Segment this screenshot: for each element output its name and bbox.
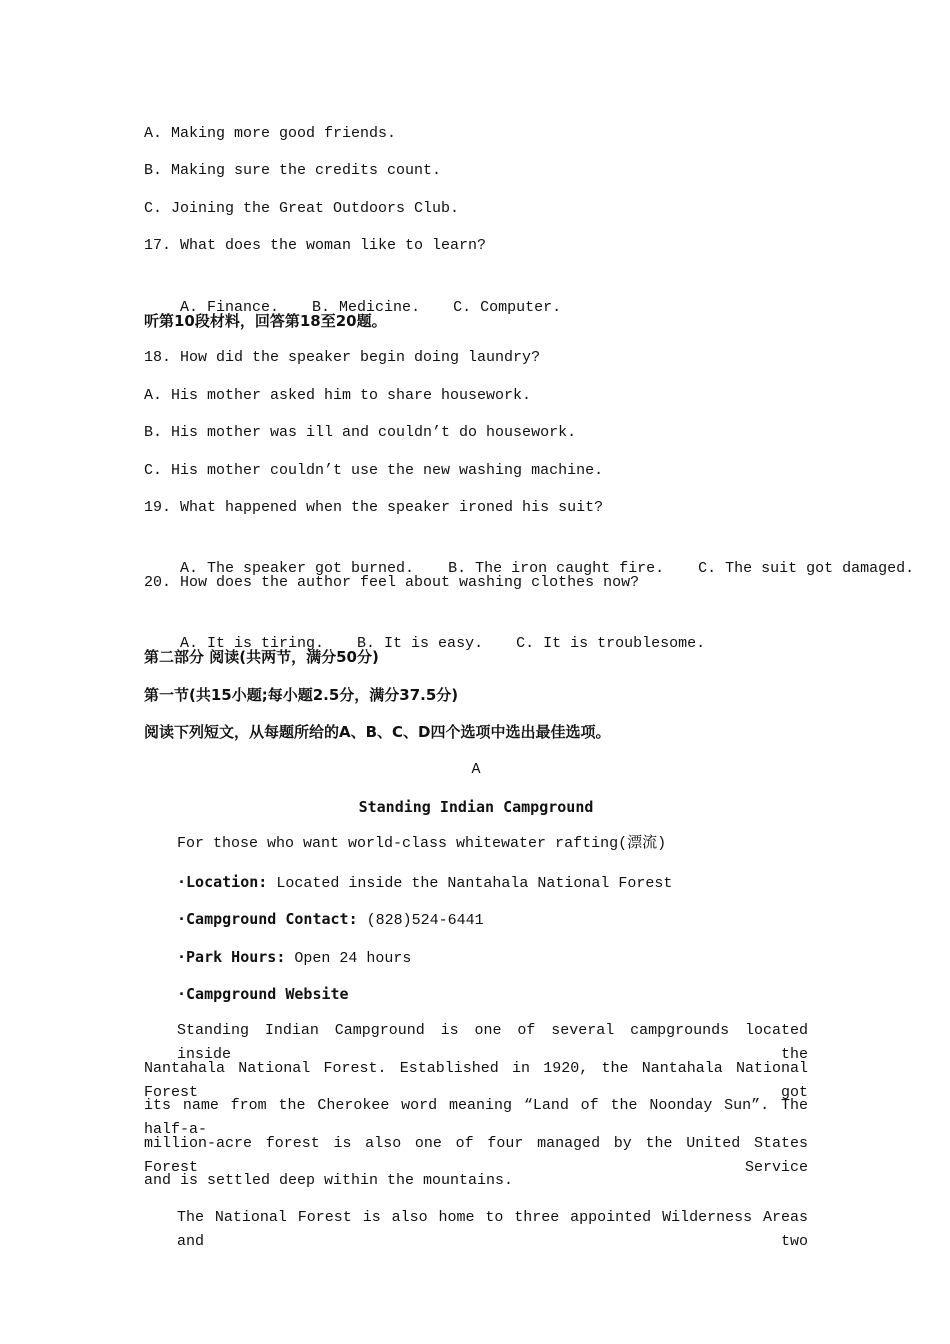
paragraph-1-line-3: its name from the Cherokee word meaning “Land of the Noonday Sun”. The half-a- [144, 1097, 808, 1139]
passage-title: Standing Indian Campground [358, 798, 594, 817]
q16-option-c: C. Joining the Great Outdoors Club. [144, 199, 460, 217]
q20-options [144, 608, 808, 653]
q17-option-c: C. Computer. [453, 298, 562, 316]
bullet-value: Located inside the Nantahala National Forest [267, 874, 673, 892]
q19-option-b: B. The iron caught fire. [448, 560, 665, 578]
part2-section1: 第一节(共15小题;每小题2.5分，满分37.5分) [144, 685, 459, 704]
q20-option-a: A. It is tiring. [180, 635, 325, 653]
q19-question: 19. What happened when the speaker ironed his suit? [144, 498, 604, 516]
q16-option-b: B. Making sure the credits count. [144, 162, 442, 180]
bullet-label: ·Campground Contact: [177, 910, 358, 929]
passage-subtitle: For those who want world-class whitewater rafting(漂流) [177, 835, 667, 853]
bullet-website [144, 982, 808, 1019]
bullet-value: Open 24 hours [285, 949, 412, 967]
q18-option-c: C. His mother couldn’t use the new washing machine. [144, 461, 604, 479]
bullet-location [144, 870, 808, 907]
passage-letter: A [471, 760, 481, 778]
q18-option-a: A. His mother asked him to share housework. [144, 386, 532, 404]
q19-options [144, 533, 915, 578]
q19-option-a: A. The speaker got burned. [180, 560, 415, 578]
q20-question: 20. How does the author feel about washing clothes now? [144, 573, 640, 591]
q18-option-b: B. His mother was ill and couldn’t do housework. [144, 424, 577, 442]
paragraph-1-line-1: Standing Indian Campground is one of several campgrounds located inside the [177, 1022, 808, 1064]
bullet-label: ·Campground Website [177, 984, 349, 1003]
paragraph-1-line-5: and is settled deep within the mountains. [144, 1171, 514, 1189]
part2-instruction: 阅读下列短文，从每题所给的A、B、C、D四个选项中选出最佳选项。 [144, 723, 611, 742]
paragraph-1-line-2: Nantahala National Forest. Established in 1920, the Nantahala National Forest got [144, 1059, 808, 1101]
q16-option-a: A. Making more good friends. [144, 125, 397, 142]
paragraph-2-line-1: The National Forest is also home to three appointed Wilderness Areas and two [177, 1209, 808, 1251]
q20-option-b: B. It is easy. [357, 635, 484, 653]
q20-option-c: C. It is troublesome. [516, 635, 706, 653]
q17-option-a: A. Finance. [180, 298, 280, 316]
q17-question: 17. What does the woman like to learn? [144, 237, 487, 255]
bullet-label: ·Park Hours: [177, 947, 286, 966]
section10-instruction: 听第10段材料，回答第18至20题。 [144, 311, 387, 330]
q19-option-c: C. The suit got damaged. [698, 560, 915, 578]
exam-page [144, 122, 915, 1251]
part2-heading: 第二部分 阅读(共两节，满分50分) [144, 648, 379, 667]
q18-question: 18. How did the speaker begin doing laundry? [144, 349, 541, 367]
bullet-contact [144, 907, 808, 944]
bullet-label: ·Location: [177, 872, 268, 891]
q17-options [144, 272, 808, 316]
q17-option-b: B. Medicine. [312, 298, 421, 316]
bullet-value: (828)524-6441 [357, 912, 484, 930]
bullet-hours [144, 945, 808, 982]
paragraph-1-line-4: million-acre forest is also one of four managed by the United States Forest Service [144, 1134, 808, 1176]
